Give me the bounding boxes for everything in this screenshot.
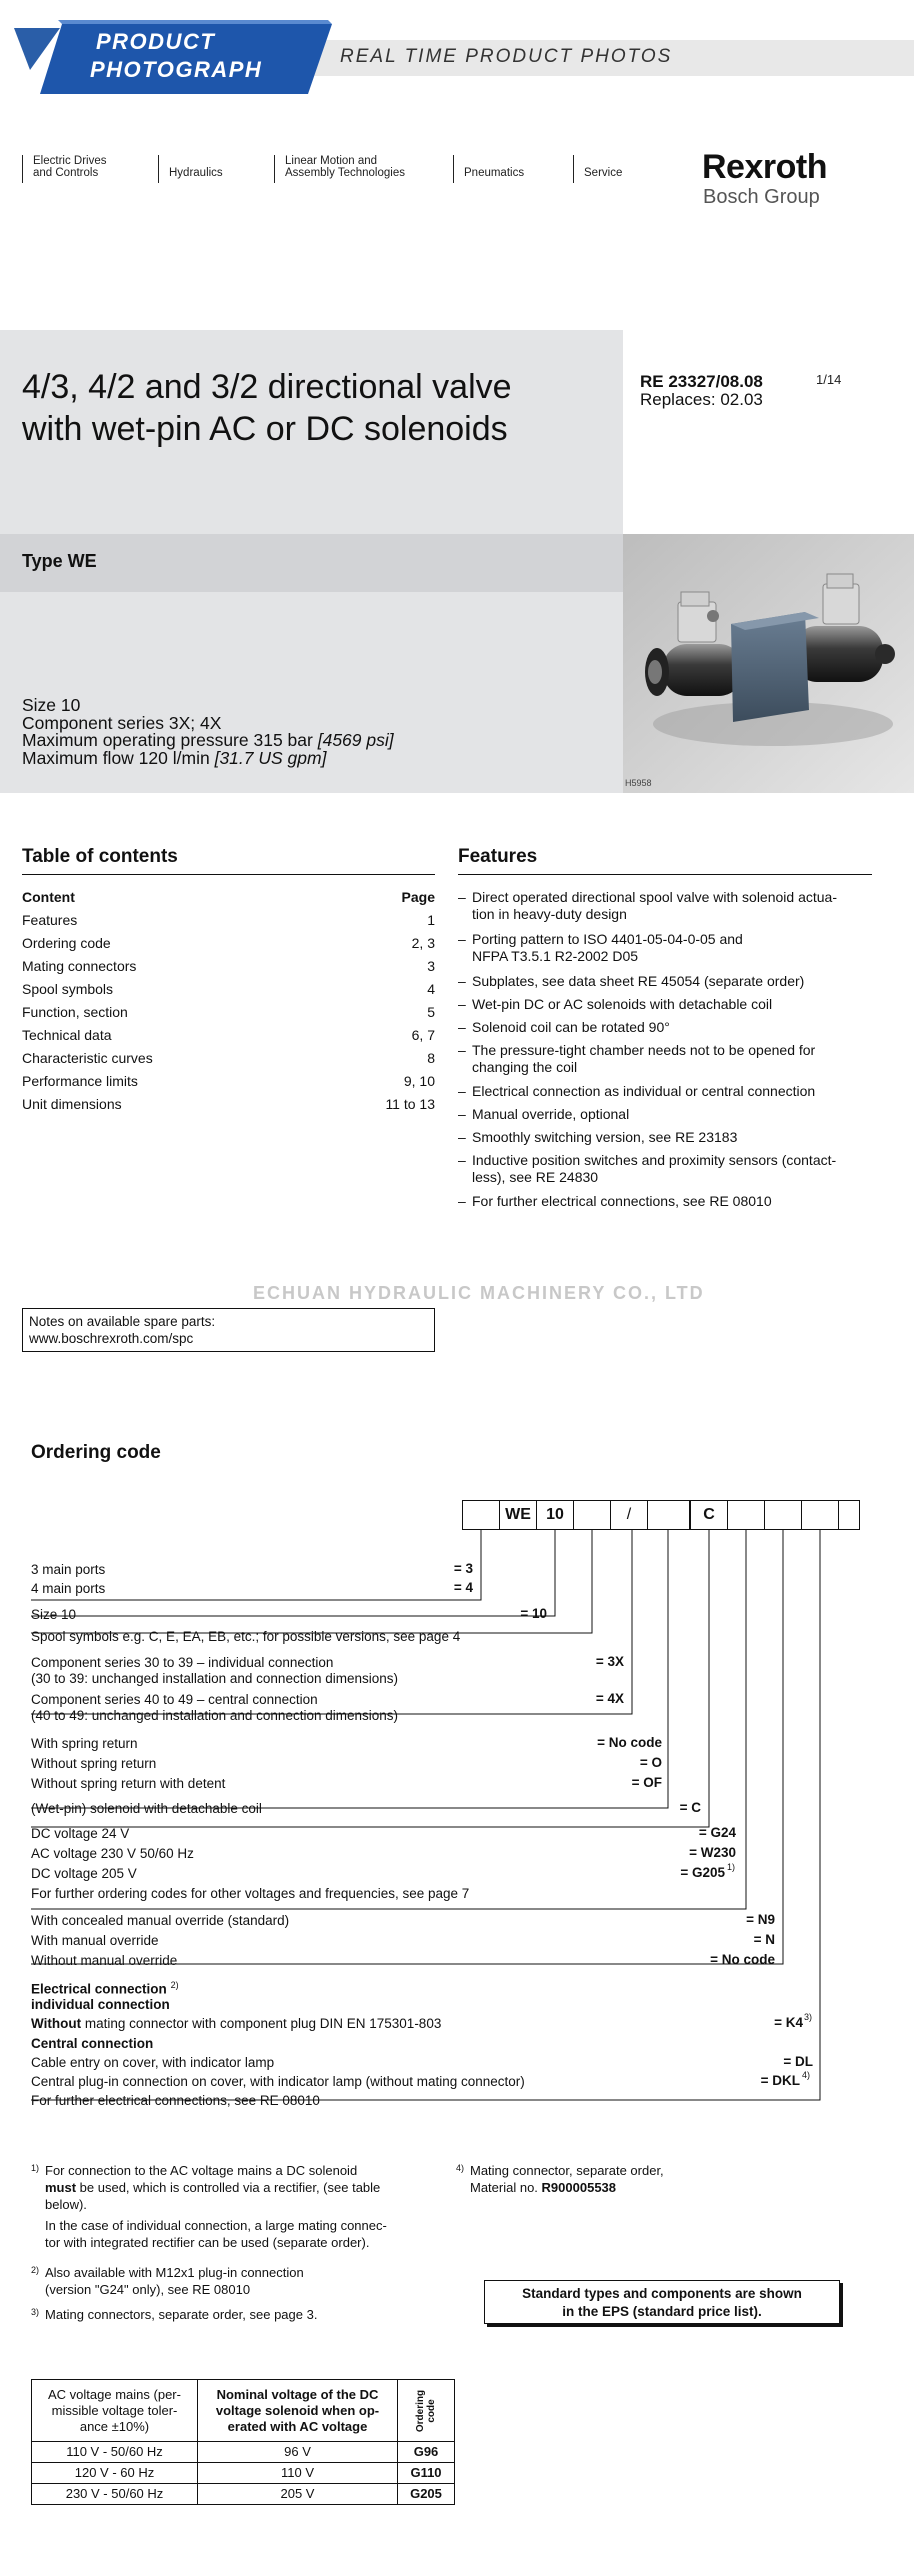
spare-parts-link[interactable]: www.boschrexroth.com/spc <box>29 1331 194 1346</box>
document-title-line2: with wet-pin AC or DC solenoids <box>22 410 508 448</box>
nav-service[interactable] <box>573 155 622 183</box>
spec-series: Component series 3X; 4X <box>22 712 222 733</box>
feature-text: changing the coil <box>472 1058 578 1075</box>
toc-page: 2, 3 <box>411 935 435 951</box>
header-text: Nominal voltage of the DC <box>216 2386 379 2402</box>
cell-ac: 120 V - 60 Hz <box>32 2463 198 2484</box>
type-label: Type WE <box>22 551 97 571</box>
cell-ac: 110 V - 50/60 Hz <box>32 2442 198 2463</box>
feature-item <box>458 1106 878 1123</box>
code-box-c: C <box>690 1500 728 1530</box>
oc-line: DC voltage 24 V <box>31 1826 130 1841</box>
feature-item <box>458 1193 878 1210</box>
banner-title-line1: PRODUCT <box>96 29 216 54</box>
feature-item <box>458 1083 878 1100</box>
oc-line: 3 main ports <box>31 1562 106 1577</box>
toc-row[interactable] <box>22 1050 435 1066</box>
oc-value: = DL <box>783 2054 813 2069</box>
cell-ac: 230 V - 50/60 Hz <box>32 2484 198 2505</box>
code-box <box>801 1500 839 1530</box>
toc-entry: Function, section <box>22 1004 128 1020</box>
header-text: AC voltage mains (per- <box>48 2386 181 2402</box>
cell-dc: 110 V <box>198 2463 398 2484</box>
oc-line: AC voltage 230 V 50/60 Hz <box>31 1846 194 1861</box>
nav-label: Pneumatics <box>464 167 525 179</box>
footnote-text-cont: be used, which is controlled via a rectifier, (see table <box>76 2180 381 2195</box>
nav-label: Electric Drives <box>33 155 107 167</box>
toc-col-page: Page <box>401 889 435 905</box>
footnote-4 <box>470 2162 870 2196</box>
spec-flow-value: Maximum flow 120 l/min <box>22 747 210 768</box>
toc-entry: Technical data <box>22 1027 112 1043</box>
oc-line: With spring return <box>31 1736 138 1751</box>
spec-summary <box>22 697 394 767</box>
ac-voltage-table <box>31 2379 455 2505</box>
footnote-ref: 1) <box>727 1862 736 1872</box>
oc-value: = O <box>639 1755 662 1770</box>
feature-text: – Electrical connection as individual or central connection <box>472 1083 816 1099</box>
watermark-text: ECHUAN HYDRAULIC MACHINERY CO., LTD <box>253 1283 705 1303</box>
oc-line: Central connection <box>31 2036 154 2051</box>
toc-page: 6, 7 <box>411 1027 435 1043</box>
nav-label: Linear Motion and <box>285 155 378 167</box>
footnote-number: 1) <box>31 2163 40 2173</box>
photo-id: H5958 <box>625 778 652 788</box>
oc-elec-label: Electrical connection <box>31 1981 167 1997</box>
nav-label: Service <box>584 167 623 179</box>
oc-value: = No code <box>710 1952 775 1967</box>
footnote-text <box>45 2179 445 2196</box>
feature-text: less), see RE 24830 <box>472 1168 599 1185</box>
footnote-text: below). <box>45 2197 87 2212</box>
cell-code: G205 <box>398 2484 455 2505</box>
nav-hydraulics[interactable] <box>158 155 223 183</box>
valve-product-photo <box>623 534 914 793</box>
oc-line: Component series 30 to 39 – individual connection <box>31 1655 334 1670</box>
toc-header-row <box>22 889 435 905</box>
toc-row[interactable] <box>22 1027 435 1043</box>
toc-row[interactable] <box>22 1073 435 1089</box>
footnote-1 <box>45 2162 445 2251</box>
oc-without-word: Without <box>31 2016 82 2031</box>
toc-page: 4 <box>427 981 435 997</box>
code-box-spool <box>573 1500 611 1530</box>
feature-text: – The pressure-tight chamber needs not to be opened for <box>472 1042 816 1058</box>
spec-flow-gpm: [31.7 US gpm] <box>214 747 327 768</box>
code-box <box>838 1500 860 1530</box>
nav-label: Hydraulics <box>169 167 223 179</box>
toc-row[interactable] <box>22 935 435 951</box>
feature-item <box>458 973 878 990</box>
footnote-ref: 4) <box>802 2070 811 2080</box>
feature-text: – Porting pattern to ISO 4401-05-04-0-05 and <box>472 931 743 947</box>
oc-k4-text: mating connector with component plug DIN EN 175301-803 <box>84 2016 442 2031</box>
features-heading: Features <box>458 846 872 875</box>
footnote-2 <box>45 2264 445 2298</box>
nav-linear-motion[interactable] <box>274 155 405 183</box>
oc-value: = No code <box>597 1735 662 1750</box>
footnote-text: (version "G24" only), see RE 08010 <box>45 2282 251 2297</box>
oc-line: Without spring return with detent <box>31 1776 226 1791</box>
footnote-text: Mating connector, separate order, <box>470 2163 664 2178</box>
table-header-row <box>32 2380 455 2442</box>
toc-page: 9, 10 <box>403 1073 435 1089</box>
feature-item <box>458 1129 878 1146</box>
notes-label: Notes on available spare parts: <box>29 1314 216 1329</box>
banner-title-line2: PHOTOGRAPH <box>90 57 263 82</box>
nav-pneumatics[interactable] <box>453 155 524 183</box>
feature-text: – Subplates, see data sheet RE 45054 (separate order) <box>472 973 805 989</box>
feature-text: – Manual override, optional <box>472 1106 630 1122</box>
feature-item <box>458 1019 878 1036</box>
feature-item <box>458 889 878 922</box>
oc-line: (40 to 49: unchanged installation and connection dimensions) <box>31 1708 398 1723</box>
oc-line: Central plug-in connection on cover, with indicator lamp (without mating connector) <box>31 2074 525 2089</box>
code-box-series <box>647 1500 690 1530</box>
oc-line: DC voltage 205 V <box>31 1866 137 1881</box>
oc-value: = 4X <box>595 1691 624 1706</box>
oc-line: 4 main ports <box>31 1581 106 1596</box>
col-ac-mains <box>32 2380 198 2442</box>
oc-line: With manual override <box>31 1933 159 1948</box>
toc-entry: Performance limits <box>22 1073 138 1089</box>
code-box <box>764 1500 802 1530</box>
page-number: 1/14 <box>816 372 842 387</box>
oc-line: Cable entry on cover, with indicator lamp <box>31 2055 275 2070</box>
footnote-text <box>470 2179 870 2196</box>
toc-col-content: Content <box>22 889 75 905</box>
replaces-text: Replaces: 02.03 <box>640 390 763 409</box>
feature-text: – Solenoid coil can be rotated 90° <box>472 1019 670 1035</box>
oc-value: = 3 <box>453 1561 473 1576</box>
header-text: ance ±10%) <box>79 2418 150 2434</box>
nav-electric-drives[interactable] <box>22 155 106 183</box>
rexroth-logo: Rexroth <box>702 148 827 186</box>
cell-code: G110 <box>398 2463 455 2484</box>
bosch-group-logo: Bosch Group <box>703 186 820 208</box>
re-number: RE 23327/08.08 <box>640 372 763 391</box>
ordering-heading: Ordering code <box>31 1442 161 1463</box>
feature-text: – Direct operated directional spool valve with solenoid actua- <box>472 889 837 905</box>
oc-value: = 10 <box>520 1606 547 1621</box>
header-text: Ordering code <box>415 2389 437 2432</box>
footnote-text: Also available with M12x1 plug-in connection <box>45 2265 304 2280</box>
feature-text: – Smoothly switching version, see RE 23183 <box>472 1129 738 1145</box>
banner-tagline: REAL TIME PRODUCT PHOTOS <box>340 46 673 67</box>
toc-page: 11 to 13 <box>385 1096 435 1112</box>
oc-line: Without spring return <box>31 1756 157 1771</box>
feature-text: – For further electrical connections, see RE 08010 <box>472 1193 772 1209</box>
toc-page: 1 <box>427 912 435 928</box>
toc-row[interactable] <box>22 1004 435 1020</box>
feature-text: tion in heavy-duty design <box>472 905 627 922</box>
toc-entry: Features <box>22 912 78 928</box>
oc-value: = C <box>679 1800 701 1815</box>
header-text: voltage solenoid when op- <box>215 2402 380 2418</box>
toc-row[interactable] <box>22 958 435 974</box>
oc-line: Without manual override <box>31 1953 178 1968</box>
oc-value: = 3X <box>595 1654 624 1669</box>
footnote-text: In the case of individual connection, a large mating connec- <box>45 2218 387 2233</box>
oc-line: individual connection <box>31 1997 170 2012</box>
table-row <box>32 2484 455 2505</box>
oc-line <box>31 2015 441 2032</box>
col-nominal-voltage <box>198 2380 398 2442</box>
header-text: missible voltage toler- <box>51 2402 178 2418</box>
footnote-number: 4) <box>456 2163 465 2173</box>
footnote-number: 3) <box>31 2307 40 2317</box>
feature-text: – Inductive position switches and proximity sensors (contact- <box>472 1152 837 1168</box>
table-row <box>32 2463 455 2484</box>
oc-value: = OF <box>631 1775 662 1790</box>
spec-flow <box>22 747 394 768</box>
footnote-must: must <box>45 2180 77 2195</box>
product-photograph-banner <box>0 0 914 100</box>
footnote-number: 2) <box>31 2265 40 2275</box>
header-text: erated with AC voltage <box>227 2418 368 2434</box>
feature-item <box>458 1152 878 1185</box>
toc-heading: Table of contents <box>22 846 435 875</box>
spec-pressure-value: Maximum operating pressure 315 bar <box>22 730 313 750</box>
oc-line: (Wet-pin) solenoid with detachable coil <box>31 1801 262 1816</box>
oc-value: = W230 <box>689 1845 736 1860</box>
oc-line: Size 10 <box>31 1607 77 1622</box>
toc-entry: Ordering code <box>22 935 111 951</box>
oc-line: Component series 40 to 49 – central connection <box>31 1692 318 1707</box>
code-box-size: 10 <box>536 1500 574 1530</box>
toc-page: 8 <box>427 1050 435 1066</box>
code-box-we: WE <box>499 1500 537 1530</box>
toc-entry: Mating connectors <box>22 958 137 974</box>
oc-line: (30 to 39: unchanged installation and connection dimensions) <box>31 1671 398 1686</box>
toc-row[interactable] <box>22 912 435 928</box>
footnote-material-label: Material no. <box>470 2180 542 2195</box>
col-ordering-code <box>398 2380 455 2442</box>
code-box <box>462 1500 500 1530</box>
table-row <box>32 2442 455 2463</box>
footnote-ref: 3) <box>804 2012 813 2022</box>
std-note-text: in the EPS (standard price list). <box>562 2304 762 2319</box>
toc-entry: Characteristic curves <box>22 1050 153 1066</box>
footnote-ref: 2) <box>170 1980 179 1990</box>
oc-value: = G24 <box>698 1825 736 1840</box>
toc-entry: Unit dimensions <box>22 1096 122 1112</box>
cell-code: G96 <box>398 2442 455 2463</box>
oc-line <box>31 1977 179 1998</box>
code-box <box>727 1500 765 1530</box>
oc-line: With concealed manual override (standard) <box>31 1913 290 1928</box>
cell-dc: 205 V <box>198 2484 398 2505</box>
std-note-text: Standard types and components are shown <box>522 2286 802 2301</box>
material-number: R900005538 <box>541 2180 617 2195</box>
document-title-line1: 4/3, 4/2 and 3/2 directional valve <box>22 368 512 406</box>
feature-item <box>458 1042 878 1075</box>
footnote-3: Mating connectors, separate order, see page 3. <box>45 2307 318 2322</box>
feature-text: – Wet-pin DC or AC solenoids with detachable coil <box>472 996 773 1012</box>
toc-row[interactable] <box>22 981 435 997</box>
footnote-text: For connection to the AC voltage mains a DC solenoid <box>45 2163 358 2178</box>
feature-item <box>458 996 878 1013</box>
nav-label: and Controls <box>33 167 99 179</box>
spare-parts-notes <box>22 1308 435 1352</box>
feature-text: NFPA T3.5.1 R2-2002 D05 <box>472 947 639 964</box>
oc-line: Spool symbols e.g. C, E, EA, EB, etc.; for possible versions, see page 4 <box>31 1629 461 1644</box>
oc-value: = N9 <box>746 1912 775 1927</box>
toc-row[interactable] <box>22 1096 435 1112</box>
toc-entry: Spool symbols <box>22 981 114 997</box>
toc-page: 3 <box>427 958 435 974</box>
oc-value: = G205 <box>680 1865 725 1880</box>
spec-pressure-psi: [4569 psi] <box>317 730 394 750</box>
oc-line: For further ordering codes for other voltages and frequencies, see page 7 <box>31 1886 470 1901</box>
oc-value: = 4 <box>453 1580 473 1595</box>
nav-label: Assembly Technologies <box>285 167 405 179</box>
standard-types-note <box>484 2280 840 2324</box>
oc-value: = K4 <box>774 2015 803 2030</box>
toc-page: 5 <box>427 1004 435 1020</box>
oc-value: = N <box>753 1932 775 1947</box>
oc-value: = DKL <box>760 2073 800 2088</box>
spec-size: Size 10 <box>22 695 81 715</box>
footnote-text: tor with integrated rectifier can be used (separate order). <box>45 2235 370 2250</box>
cell-dc: 96 V <box>198 2442 398 2463</box>
feature-item <box>458 931 878 964</box>
oc-line: For further electrical connections, see RE 08010 <box>31 2093 320 2108</box>
code-box-slash: / <box>610 1500 648 1530</box>
